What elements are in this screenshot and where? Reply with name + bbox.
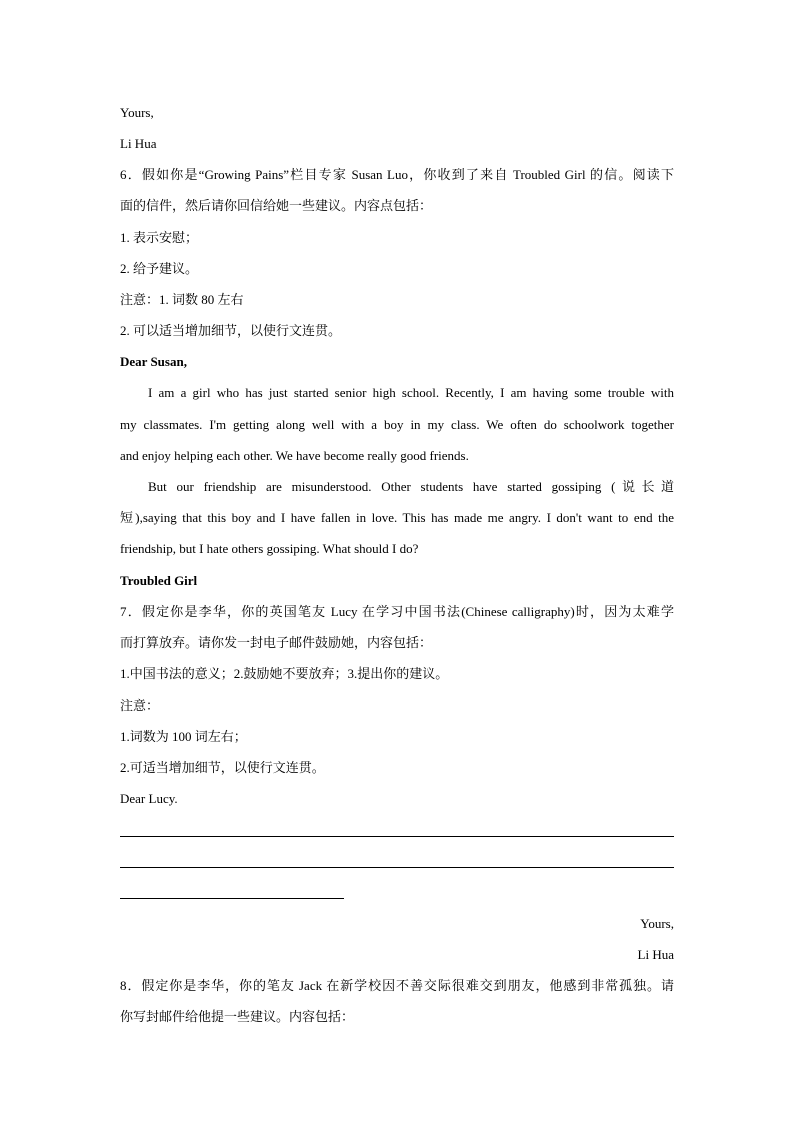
q6-prompt-line2: 面的信件，然后请你回信给她一些建议。内容点包括： — [120, 198, 433, 213]
answer-line-2[interactable] — [120, 867, 674, 868]
q8-prompt-line2: 你写封邮件给他提一些建议。内容包括： — [120, 1009, 355, 1024]
answer-line-1[interactable] — [120, 836, 674, 837]
q6-signature: Troubled Girl — [120, 573, 198, 588]
q7-name: Li Hua — [637, 947, 674, 962]
q6-letter-p1-line3: and enjoy helping each other. We have become really good friends. — [120, 448, 469, 463]
q8-prompt-line1: 8．假定你是李华，你的笔友 Jack 在新学校因不善交际很难交到朋友，他感到非常孤独。请 — [120, 978, 674, 993]
q7-note-label: 注意： — [120, 698, 160, 713]
q6-point-1: 1. 表示安慰； — [120, 230, 199, 245]
q6-prompt-line1: 6．假如你是“Growing Pains”栏目专家 Susan Luo，你收到了来自 Troubled Girl 的信。阅读下 — [120, 167, 674, 182]
q6-letter-p1-line1: I am a girl who has just started senior high school. Recently, I am having some trouble with — [148, 385, 674, 400]
answer-line-3[interactable] — [120, 898, 344, 899]
q7-prompt-line2: 而打算放弃。请你发一封电子邮件鼓励她，内容包括： — [120, 635, 433, 650]
q6-note-1: 注意：1. 词数 80 左右 — [120, 292, 244, 307]
q6-salutation: Dear Susan, — [120, 354, 187, 369]
closing-yours: Yours, — [120, 105, 154, 120]
q7-note-1: 1.词数为 100 词左右； — [120, 729, 247, 744]
q7-points: 1.中国书法的意义；2.鼓励她不要放弃；3.提出你的建议。 — [120, 666, 449, 681]
q6-note-2: 2. 可以适当增加细节，以使行文连贯。 — [120, 323, 342, 338]
closing-name: Li Hua — [120, 136, 157, 151]
q6-letter-p2-line3: friendship, but I hate others gossiping. What should I do? — [120, 541, 419, 556]
q6-letter-p2-line2: 短),saying that this boy and I have fallen in love. This has made me angry. I don't want to end the — [120, 510, 674, 525]
q6-letter-p1-line2: my classmates. I'm getting along well with a boy in my class. We often do schoolwork together — [120, 417, 674, 432]
q7-note-2: 2.可适当增加细节，以使行文连贯。 — [120, 760, 325, 775]
q6-point-2: 2. 给予建议。 — [120, 261, 199, 276]
q7-salutation: Dear Lucy. — [120, 791, 178, 806]
q7-prompt-line1: 7．假定你是李华，你的英国笔友 Lucy 在学习中国书法(Chinese calligraphy)时，因为太难学 — [120, 604, 674, 619]
q7-closing: Yours, — [640, 916, 674, 931]
q6-letter-p2-line1: But our friendship are misunderstood. Other students have started gossiping (说长道 — [148, 479, 674, 494]
